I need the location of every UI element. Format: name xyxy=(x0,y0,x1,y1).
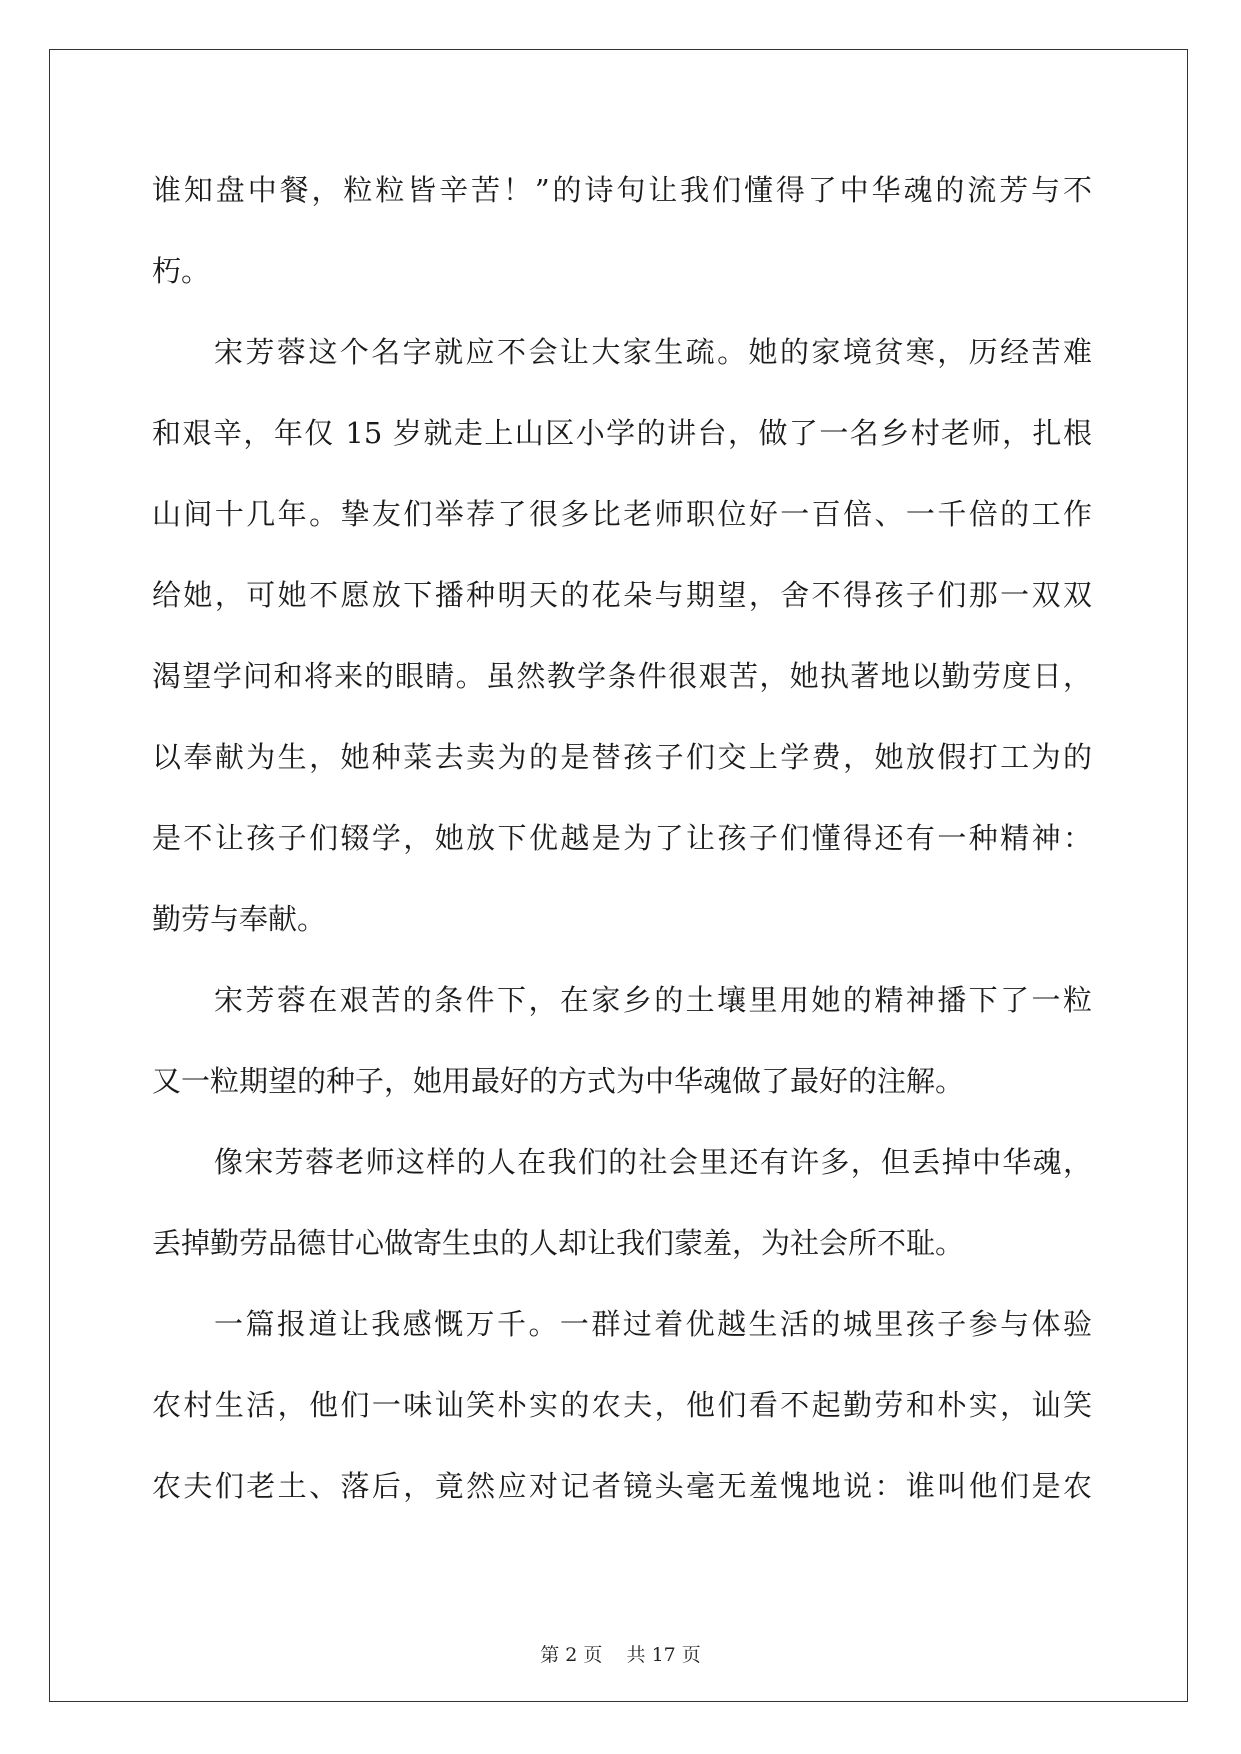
page-number-footer: 第 2 页 共 17 页 xyxy=(540,1644,701,1666)
paragraph-first-line: 一篇报道让我感慨万千。一群过着优越生活的城里孩子参与体验 xyxy=(214,1307,1092,1341)
text-line: 给她，可她不愿放下播种明天的花朵与期望，舍不得孩子们那一双双 xyxy=(152,578,1092,612)
paragraph-first-line: 宋芳蓉在艰苦的条件下，在家乡的土壤里用她的精神播下了一粒 xyxy=(214,983,1092,1017)
text-line: 和艰辛，年仅 15 岁就走上山区小学的讲台，做了一名乡村老师，扎根 xyxy=(152,416,1092,450)
text-line: 丢掉勤劳品德甘心做寄生虫的人却让我们蒙羞，为社会所不耻。 xyxy=(152,1226,965,1260)
document-body xyxy=(152,160,1092,1537)
text-line: 勤劳与奉献。 xyxy=(152,902,327,936)
paragraph-first-line: 像宋芳蓉老师这样的人在我们的社会里还有许多，但丢掉中华魂， xyxy=(214,1145,1092,1179)
text-line: 农夫们老土、落后，竟然应对记者镜头毫无羞愧地说：谁叫他们是农 xyxy=(152,1469,1092,1503)
text-line: 谁知盘中餐，粒粒皆辛苦！”的诗句让我们懂得了中华魂的流芳与不 xyxy=(152,173,1092,207)
text-line: 是不让孩子们辍学，她放下优越是为了让孩子们懂得还有一种精神： xyxy=(152,821,1092,855)
text-line: 农村生活，他们一味讪笑朴实的农夫，他们看不起勤劳和朴实，讪笑 xyxy=(152,1388,1092,1422)
paragraph-first-line: 宋芳蓉这个名字就应不会让大家生疏。她的家境贫寒，历经苦难 xyxy=(214,335,1092,369)
text-line: 渴望学问和将来的眼睛。虽然教学条件很艰苦，她执著地以勤劳度日， xyxy=(152,659,1092,693)
text-line: 朽。 xyxy=(152,254,211,288)
text-line: 又一粒期望的种子，她用最好的方式为中华魂做了最好的注解。 xyxy=(152,1064,965,1098)
text-line: 山间十几年。挚友们举荐了很多比老师职位好一百倍、一千倍的工作 xyxy=(152,497,1092,531)
text-line: 以奉献为生，她种菜去卖为的是替孩子们交上学费，她放假打工为的 xyxy=(152,740,1092,774)
